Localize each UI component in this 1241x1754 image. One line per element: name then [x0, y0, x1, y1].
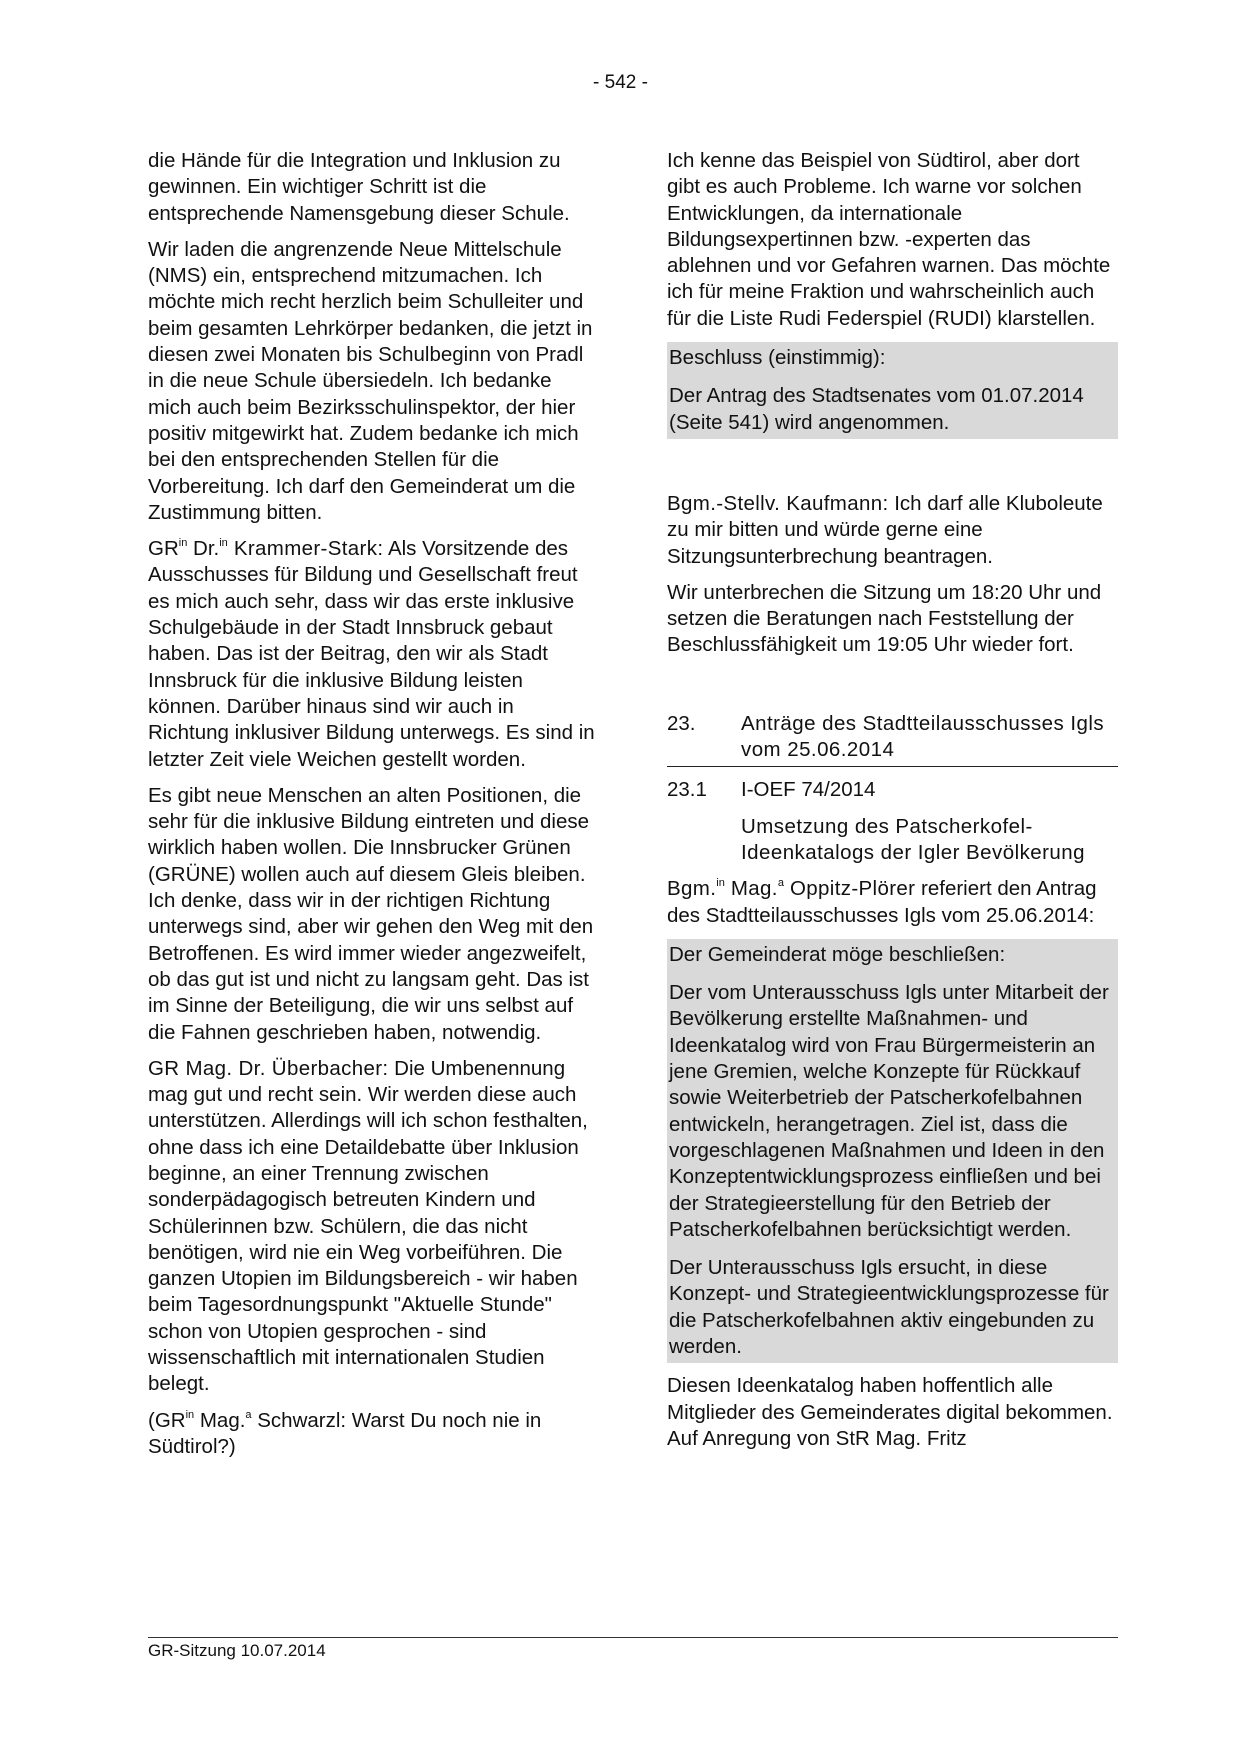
speech-oppitz-ploerer: Bgm.$^{in}$ Mag.$^a$ Oppitz-Plörer referiert den Antrag des Stadtteilausschusses Igls vom 25.06.2014:	[667, 877, 1097, 927]
agenda-title: Anträge des Stadtteilausschusses Igls vom 25.06.2014	[741, 711, 1105, 762]
agenda-number: 23.	[667, 711, 696, 735]
interjection-schwarzl: ($GR^{in}$ Mag.$^a$ Schwarzl: Warst Du noch nie in Südtirol?)	[148, 1408, 542, 1458]
motion-paragraph: Der vom Unterausschuss Igls unter Mitarbeit der Bevölkerung erstellte Maßnahmen- und Ideenkatalog wird von Frau Bürgermeisterin an jene Gremien, welche Konzepte für Rückkauf sowie Weiterbetrieb der Patscherkofelbahnen entwickeln, herangetragen. Ziel ist, dass die vorgeschlagenen Maßnahmen und Ideen in den Konzeptentwicklungsprozess einfließen und bei der Strategieerstellung für den Betrieb der Patscherkofelbahnen berücksichtigt werden.	[669, 981, 1109, 1241]
motion-paragraph: Der Unterausschuss Igls ersucht, in diese Konzept- und Strategieentwicklungsprozesse für die Patscherkofelbahnen aktiv eingebunden zu werden.	[669, 1256, 1109, 1358]
agenda-item-23	[667, 711, 1118, 768]
speech-ueberbacher: GR Mag. Dr. Überbacher: Die Umbenennung mag gut und recht sein. Wir werden diese auch unterstützen. Allerdings will ich schon festhalten, ohne dass ich eine Detaildebatte über Inklusion beginne, an einer Trennung zwischen sonderpädagogisch betreuten Kindern und Schülerinnen bzw. Schülern, die das nicht benötigen, wird nie ein Weg vorbeiführen. Die ganzen Utopien im Bildungsbereich - wir haben beim Tagesordnungspunkt "Aktuelle Stunde" schon von Utopien gesprochen - sind wissenschaftlich mit internationalen Studien belegt.	[148, 1056, 588, 1396]
agenda-subtitle: Umsetzung des Patscherkofel-Ideenkatalogs der Igler Bevölkerung	[741, 814, 1085, 864]
paragraph: Es gibt neue Menschen an alten Positionen, die sehr für die inklusive Bildung eintreten und diese wirklich haben wollen. Die Innsbrucker Grünen (GRÜNE) wollen auch auf diesem Gleis bleiben. Ich denke, dass wir in der richtigen Richtung unterwegs sind, aber wir gehen den Weg mit den Betroffenen. Es wird immer wieder angezweifelt, ob das gut ist und nicht zu langsam geht. Das ist im Sinne der Beteiligung, die wir uns selbst auf die Fahnen geschrieben haben, notwendig.	[148, 783, 594, 1044]
motion-heading: Der Gemeinderat möge beschließen:	[669, 942, 1006, 966]
speaker-name: Bgm.-Stellv. Kaufmann:	[667, 491, 889, 515]
speaker-name: GR Mag. Dr. Überbacher:	[148, 1056, 389, 1080]
footer-divider	[148, 1637, 1118, 1638]
speech-krammer-stark: $GR^{in}$ Dr.$^{in}$ Krammer-Stark: Als Vorsitzende des Ausschusses für Bildung und Gesellschaft freut es mich auch sehr, dass wir das erste inklusive Schulgebäude in der Stadt Innsbruck gebaut haben. Das ist der Beitrag, den wir als Stadt Innsbruck für die inklusive Bildung leisten können. Darüber hinaus sind wir auch in Richtung inklusiver Bildung unterwegs. Es sind in letzter Zeit viele Weichen gestellt worden.	[148, 537, 595, 771]
speech-kaufmann: Bgm.-Stellv. Kaufmann: Ich darf alle Kluboleute zu mir bitten und würde gerne eine Sitzungsunterbrechung beantragen.	[667, 491, 1103, 568]
right-column	[667, 148, 1118, 1462]
speaker-title: GR	[148, 537, 179, 561]
resolution-box	[667, 342, 1118, 439]
page-number: - 542 -	[593, 72, 648, 93]
paragraph: Wir laden die angrenzende Neue Mittelschule (NMS) ein, entsprechend mitzumachen. Ich möchte mich recht herzlich beim Schulleiter und beim gesamten Lehrkörper bedanken, die jetzt in diesen zwei Monaten bis Schulbeginn von Pradl in die neue Schule übersiedeln. Ich bedanke mich auch beim Bezirksschulinspektor, der hier positiv mitgewirkt hat. Zudem bedanke ich mich bei den entsprechenden Stellen für die Vorbereitung. Ich darf den Gemeinderat um die Zustimmung bitten.	[148, 237, 593, 524]
agenda-code: I-OEF 74/2014	[741, 778, 876, 802]
paragraph: die Hände für die Integration und Inklusion zu gewinnen. Ein wichtiger Schritt ist die entsprechende Namensgebung dieser Schule.	[148, 149, 570, 225]
left-column	[148, 148, 596, 1470]
speaker-name: Oppitz-Plörer	[783, 877, 916, 901]
resolution-heading: Beschluss (einstimmig):	[669, 346, 886, 370]
paragraph: Diesen Ideenkatalog haben hoffentlich alle Mitglieder des Gemeinderates digital bekommen. Auf Anregung von StR Mag. Fritz	[667, 1374, 1113, 1450]
agenda-number: 23.1	[667, 778, 707, 802]
speaker-title: Bgm.	[667, 877, 717, 901]
paragraph: Ich kenne das Beispiel von Südtirol, aber dort gibt es auch Probleme. Ich warne vor solchen Entwicklungen, da internationale Bildungsexpertinnen bzw. -experten das ablehnen und vor Gefahren warnen. Das möchte ich für meine Fraktion und wahrscheinlich auch für die Liste Rudi Federspiel (RUDI) klarstellen.	[667, 149, 1111, 330]
footer-text: GR-Sitzung 10.07.2014	[148, 1641, 326, 1660]
agenda-item-23-1	[667, 777, 1118, 803]
resolution-text: Der Antrag des Stadtsenates vom 01.07.2014 (Seite 541) wird angenommen.	[669, 384, 1084, 434]
paragraph: Wir unterbrechen die Sitzung um 18:20 Uhr und setzen die Beratungen nach Feststellung der Beschlussfähigkeit um 19:05 Uhr wieder fort.	[667, 580, 1102, 657]
speaker-name: Krammer-Stark:	[227, 537, 384, 561]
motion-box	[667, 939, 1118, 1363]
